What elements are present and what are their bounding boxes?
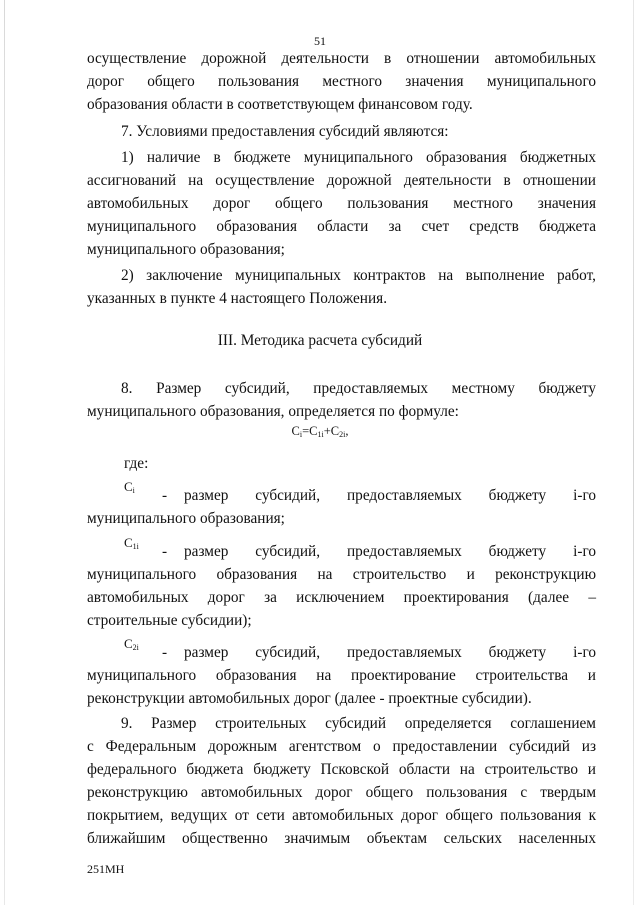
page-number: 51: [314, 34, 326, 48]
def-c2i-dash: -: [162, 644, 168, 661]
symbol-c1i: $C_{1i}$: [124, 535, 139, 551]
formula: $C_i=C_{1i}+C_{2i}$,: [291, 424, 349, 439]
item-9-line-6: ближайшим общественно значимым объектам сельских населенных: [87, 830, 596, 847]
def-c2i-line-3: реконструкции автомобильных дорог (далее - проектные субсидии).: [87, 690, 532, 707]
item-9-line-5: покрытием, ведущих от сети автомобильных дорог общего пользования к: [87, 807, 596, 824]
item-8-line-2: муниципального образования, определяется по формуле:: [87, 403, 459, 420]
intro-line-3: образования области в соответствующем финансовом году.: [87, 96, 473, 113]
def-ci-dash: -: [162, 487, 168, 504]
section-heading: III. Методика расчета субсидий: [217, 332, 423, 349]
def-c2i-line-2: муниципального образования на проектирование строительства и: [87, 667, 596, 684]
scan-edge-left: [4, 0, 5, 905]
def-c1i-line-2: муниципального образования на строительство и реконструкцию: [87, 566, 596, 583]
def-c1i-line-4: строительные субсидии);: [87, 612, 252, 629]
where-label: где:: [124, 455, 149, 472]
item-7-1-line-5: муниципального образования;: [87, 241, 285, 258]
item-8-line-1: 8. Размер субсидий, предоставляемых местному бюджету: [121, 380, 596, 397]
def-c2i-line-1: размер субсидий, предоставляемых бюджету i-го: [184, 644, 596, 661]
scan-edge-right: [633, 0, 634, 905]
def-c1i-dash: -: [162, 543, 168, 560]
item-7-2-line-2: указанных в пункте 4 настоящего Положения.: [87, 290, 388, 307]
item-7-1-line-1: 1) наличие в бюджете муниципального образования бюджетных: [121, 149, 596, 166]
item-7-2-line-1: 2) заключение муниципальных контрактов на выполнение работ,: [121, 267, 596, 284]
item-7-1-line-2: ассигнований на осуществление дорожной деятельности в отношении: [87, 172, 596, 189]
def-ci-line-2: муниципального образования;: [87, 510, 285, 527]
intro-line-2: дорог общего пользования местного значения муниципального: [87, 73, 596, 90]
footer-code: 251МН: [87, 862, 125, 876]
def-ci-line-1: размер субсидий, предоставляемых бюджету i-го: [184, 487, 596, 504]
item-9-line-1: 9. Размер строительных субсидий определяется соглашением: [121, 715, 596, 732]
item-9-line-2: с Федеральным дорожным агентством о предоставлении субсидий из: [87, 738, 596, 755]
symbol-ci: $C_i$: [124, 479, 135, 495]
item-9-line-3: федерального бюджета бюджету Псковской области на строительство и: [87, 761, 596, 778]
item-9-line-4: реконструкцию автомобильных дорог общего пользования с твердым: [87, 784, 596, 801]
def-c1i-line-1: размер субсидий, предоставляемых бюджету i-го: [184, 543, 596, 560]
intro-line-1: осуществление дорожной деятельности в отношении автомобильных: [87, 50, 596, 67]
item-7-1-line-4: муниципального образования области за счет средств бюджета: [87, 218, 596, 235]
def-c1i-line-3: автомобильных дорог за исключением проектирования (далее –: [87, 589, 596, 606]
item-7-1-line-3: автомобильных дорог общего пользования местного значения: [87, 195, 596, 212]
item-7-heading: 7. Условиями предоставления субсидий являются:: [121, 123, 449, 140]
symbol-c2i: $C_{2i}$: [124, 636, 139, 652]
